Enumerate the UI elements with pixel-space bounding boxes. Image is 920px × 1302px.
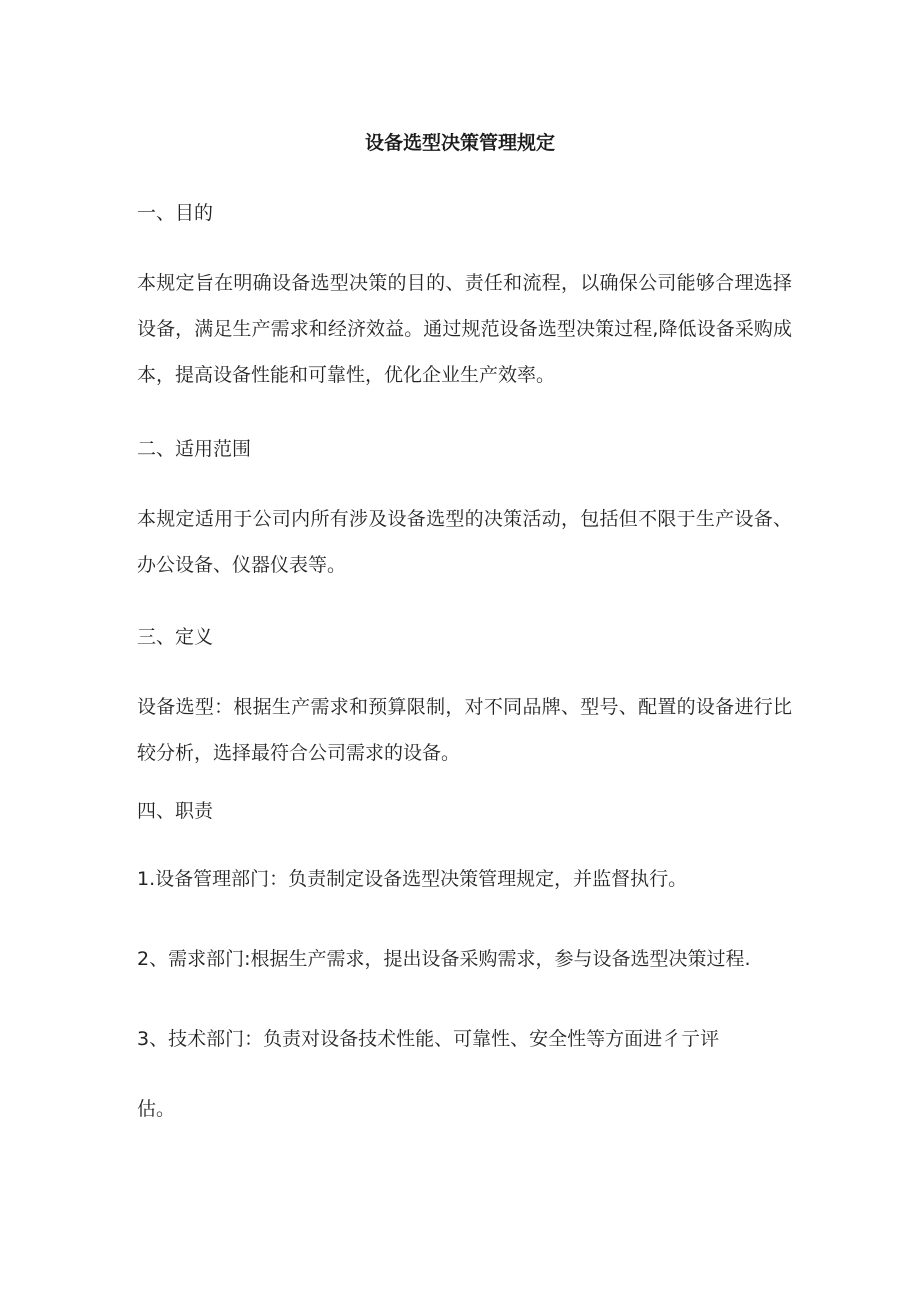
section-paragraph-scope: 本规定适用于公司内所有涉及设备选型的决策活动，包括但不限于生产设备、办公设备、仪器仪表等。 xyxy=(137,508,792,576)
section-heading-definition: 三、定义 xyxy=(137,626,214,648)
section-heading-responsibilities: 四、职责 xyxy=(137,800,214,822)
section-heading-scope: 二、适用范围 xyxy=(137,438,252,460)
document-title: 设备选型决策管理规定 xyxy=(364,132,555,154)
responsibility-item: 3、技术部门：负责对设备技术性能、可靠性、安全性等方面进彳亍评 xyxy=(137,1028,720,1050)
section-paragraph-purpose: 本规定旨在明确设备选型决策的目的、责任和流程，以确保公司能够合理选择设备，满足生产需求和经济效益。通过规范设备选型决策过程,降低设备采购成本，提高设备性能和可靠性，优化企业生产效率。 xyxy=(137,272,792,386)
responsibility-item-continued: 估。 xyxy=(137,1098,176,1120)
section-heading-purpose: 一、目的 xyxy=(137,202,214,224)
section-paragraph-definition: 设备选型：根据生产需求和预算限制，对不同品牌、型号、配置的设备进行比较分析，选择最符合公司需求的设备。 xyxy=(137,696,792,764)
responsibility-item: 2、需求部门:根据生产需求，提出设备采购需求，参与设备选型决策过程. xyxy=(137,948,751,970)
responsibility-item: 1.设备管理部门：负责制定设备选型决策管理规定，并监督执行。 xyxy=(137,868,688,890)
